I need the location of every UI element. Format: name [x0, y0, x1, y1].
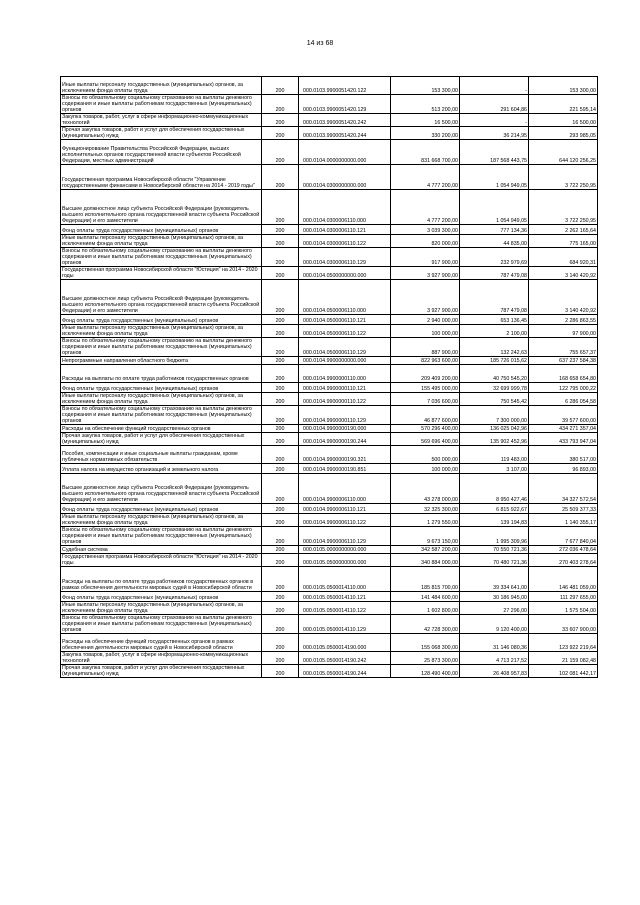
expense-name-cell: Закупка товаров, работ, услуг в сфере информационно-коммуникационных технологий: [61, 652, 262, 665]
approved-amount-cell: 4 777 200,00: [391, 190, 460, 225]
executed-amount-cell: -: [460, 77, 529, 95]
approved-amount-cell: 42 728 300,00: [391, 615, 460, 634]
table-row: [61, 190, 598, 225]
line-code-cell: 200: [262, 225, 299, 235]
executed-amount-cell: 3 107,00: [460, 464, 529, 474]
approved-amount-cell: 570 296 400,00: [391, 425, 460, 433]
executed-amount-cell: 139 194,83: [460, 514, 529, 527]
budget-classification-code-cell: 000.0105.0500014110.121: [299, 592, 391, 602]
approved-amount-cell: 43 278 000,00: [391, 474, 460, 504]
approved-amount-cell: 32 325 300,00: [391, 504, 460, 514]
approved-amount-cell: 185 815 700,00: [391, 567, 460, 592]
unexecuted-amount-cell: 97 900,00: [529, 325, 598, 338]
table-row: [61, 248, 598, 267]
table-row: [61, 425, 598, 433]
approved-amount-cell: 100 000,00: [391, 464, 460, 474]
approved-amount-cell: 831 668 700,00: [391, 140, 460, 165]
approved-amount-cell: 569 696 400,00: [391, 433, 460, 446]
line-code-cell: 200: [262, 190, 299, 225]
line-code-cell: 200: [262, 393, 299, 406]
budget-classification-code-cell: 000.0104.9900006110.122: [299, 514, 391, 527]
unexecuted-amount-cell: 111 297 655,00: [529, 592, 598, 602]
executed-amount-cell: 777 134,36: [460, 225, 529, 235]
expense-name-cell: Государственная программа Новосибирской области "Юстиция" на 2014 - 2020 годы: [61, 267, 262, 280]
expense-name-cell: Взносы по обязательному социальному страхованию на выплаты денежного содержания и иные выплаты работникам государственных (муниципальных) органов: [61, 406, 262, 425]
line-code-cell: 200: [262, 280, 299, 315]
table-row: [61, 652, 598, 665]
table-row: [61, 406, 598, 425]
budget-classification-code-cell: 000.0105.0500000000.000: [299, 554, 391, 567]
unexecuted-amount-cell: 3 140 420,92: [529, 267, 598, 280]
expense-name-cell: Взносы по обязательному социальному страхованию на выплаты денежного содержания и иные выплаты работникам государственных (муниципальных) органов: [61, 338, 262, 357]
expense-name-cell: Взносы по обязательному социальному страхованию на выплаты денежного содержания и иные выплаты работникам государственных (муниципальных) органов: [61, 615, 262, 634]
budget-classification-code-cell: 000.0104.0500000000.000: [299, 267, 391, 280]
executed-amount-cell: 44 835,00: [460, 235, 529, 248]
expense-name-cell: Иные выплаты персоналу государственных (муниципальных) органов, за исключением фонда оплаты труда: [61, 514, 262, 527]
budget-classification-code-cell: 000.0104.9900000190.321: [299, 446, 391, 464]
executed-amount-cell: 6 815 922,67: [460, 504, 529, 514]
expense-name-cell: Государственная программа Новосибирской области "Управление государственными финансами в Новосибирской области на 2014 - 2019 годы": [61, 165, 262, 190]
table-row: [61, 127, 598, 140]
unexecuted-amount-cell: 1 575 504,00: [529, 602, 598, 615]
expense-name-cell: Иные выплаты персоналу государственных (муниципальных) органов, за исключением фонда оплаты труда: [61, 77, 262, 95]
unexecuted-amount-cell: 2 262 165,64: [529, 225, 598, 235]
line-code-cell: 200: [262, 433, 299, 446]
table-row: [61, 383, 598, 393]
table-row: [61, 634, 598, 652]
line-code-cell: 200: [262, 267, 299, 280]
expense-name-cell: Высшее должностное лицо субъекта Российской Федерации (руководитель высшего исполнительного органа государственной власти субъекта Российской Федерации) и его заместители: [61, 190, 262, 225]
budget-classification-code-cell: 000.0104.0500006110.000: [299, 280, 391, 315]
table-row: [61, 665, 598, 678]
budget-classification-code-cell: 000.0104.9900000190.851: [299, 464, 391, 474]
executed-amount-cell: 70 550 721,36: [460, 546, 529, 554]
executed-amount-cell: 653 136,45: [460, 315, 529, 325]
unexecuted-amount-cell: 644 120 256,25: [529, 140, 598, 165]
budget-classification-code-cell: 000.0105.0500014190.242: [299, 652, 391, 665]
approved-amount-cell: 46 877 600,00: [391, 406, 460, 425]
budget-classification-code-cell: 000.0105.0500014110.122: [299, 602, 391, 615]
line-code-cell: 200: [262, 114, 299, 127]
line-code-cell: 200: [262, 165, 299, 190]
unexecuted-amount-cell: 637 237 584,38: [529, 357, 598, 365]
expense-name-cell: Закупка товаров, работ, услуг в сфере информационно-коммуникационных технологий: [61, 114, 262, 127]
line-code-cell: 200: [262, 527, 299, 546]
unexecuted-amount-cell: 272 036 478,64: [529, 546, 598, 554]
table-row: [61, 474, 598, 504]
budget-classification-code-cell: 000.0104.9900000110.129: [299, 406, 391, 425]
executed-amount-cell: 39 334 641,00: [460, 567, 529, 592]
budget-classification-code-cell: 000.0104.9900000110.122: [299, 393, 391, 406]
unexecuted-amount-cell: 34 327 572,54: [529, 474, 598, 504]
executed-amount-cell: 232 979,69: [460, 248, 529, 267]
line-code-cell: 200: [262, 95, 299, 114]
line-code-cell: 200: [262, 338, 299, 357]
expense-name-cell: Государственная программа Новосибирской области "Юстиция" на 2014 - 2020 годы: [61, 554, 262, 567]
executed-amount-cell: 31 146 080,36: [460, 634, 529, 652]
approved-amount-cell: 100 000,00: [391, 325, 460, 338]
executed-amount-cell: 4 713 217,52: [460, 652, 529, 665]
approved-amount-cell: 342 587 200,00: [391, 546, 460, 554]
line-code-cell: 200: [262, 127, 299, 140]
approved-amount-cell: 1 279 550,00: [391, 514, 460, 527]
executed-amount-cell: 291 604,86: [460, 95, 529, 114]
unexecuted-amount-cell: 1 140 355,17: [529, 514, 598, 527]
approved-amount-cell: 4 777 200,00: [391, 165, 460, 190]
line-code-cell: 200: [262, 365, 299, 383]
executed-amount-cell: 187 568 443,75: [460, 140, 529, 165]
unexecuted-amount-cell: 433 793 947,04: [529, 433, 598, 446]
unexecuted-amount-cell: 122 795 000,22: [529, 383, 598, 393]
table-row: [61, 338, 598, 357]
unexecuted-amount-cell: 434 271 357,04: [529, 425, 598, 433]
line-code-cell: 200: [262, 464, 299, 474]
executed-amount-cell: 750 545,42: [460, 393, 529, 406]
approved-amount-cell: 513 200,00: [391, 95, 460, 114]
budget-classification-code-cell: 000.0104.9900006110.000: [299, 474, 391, 504]
executed-amount-cell: 787 479,08: [460, 280, 529, 315]
line-code-cell: 200: [262, 77, 299, 95]
table-row: [61, 464, 598, 474]
table-row: [61, 77, 598, 95]
table-row: [61, 393, 598, 406]
table-row: [61, 95, 598, 114]
unexecuted-amount-cell: 153 300,00: [529, 77, 598, 95]
line-code-cell: 200: [262, 504, 299, 514]
expense-name-cell: Иные выплаты персоналу государственных (муниципальных) органов, за исключением фонда оплаты труда: [61, 602, 262, 615]
unexecuted-amount-cell: 146 481 059,00: [529, 567, 598, 592]
approved-amount-cell: 153 300,00: [391, 77, 460, 95]
budget-classification-code-cell: 000.0104.0300000000.000: [299, 165, 391, 190]
table-body: [61, 77, 598, 678]
line-code-cell: 200: [262, 140, 299, 165]
approved-amount-cell: 209 409 200,00: [391, 365, 460, 383]
expense-name-cell: Фонд оплаты труда государственных (муниципальных) органов: [61, 504, 262, 514]
approved-amount-cell: 3 039 300,00: [391, 225, 460, 235]
line-code-cell: 200: [262, 425, 299, 433]
unexecuted-amount-cell: 3 140 420,92: [529, 280, 598, 315]
executed-amount-cell: 40 750 545,20: [460, 365, 529, 383]
unexecuted-amount-cell: 96 893,00: [529, 464, 598, 474]
expense-name-cell: Иные выплаты персоналу государственных (муниципальных) органов, за исключением фонда оплаты труда: [61, 393, 262, 406]
unexecuted-amount-cell: 775 165,00: [529, 235, 598, 248]
approved-amount-cell: 155 495 000,00: [391, 383, 460, 393]
expense-name-cell: Взносы по обязательному социальному страхованию на выплаты денежного содержания и иные выплаты работникам государственных (муниципальных) органов: [61, 95, 262, 114]
unexecuted-amount-cell: 684 920,31: [529, 248, 598, 267]
table-row: [61, 357, 598, 365]
approved-amount-cell: 155 068 300,00: [391, 634, 460, 652]
table-row: [61, 504, 598, 514]
budget-classification-code-cell: 000.0104.0300006110.122: [299, 235, 391, 248]
budget-classification-code-cell: 000.0104.0300006110.000: [299, 190, 391, 225]
table-row: [61, 315, 598, 325]
table-row: [61, 114, 598, 127]
approved-amount-cell: 917 900,00: [391, 248, 460, 267]
budget-classification-code-cell: 000.0104.9900006110.121: [299, 504, 391, 514]
budget-classification-code-cell: 000.0105.0500014190.000: [299, 634, 391, 652]
unexecuted-amount-cell: 755 657,37: [529, 338, 598, 357]
approved-amount-cell: 16 500,00: [391, 114, 460, 127]
expense-name-cell: Высшее должностное лицо субъекта Российской Федерации (руководитель высшего исполнительного органа государственной власти субъекта Российской Федерации) и его заместители: [61, 474, 262, 504]
line-code-cell: 200: [262, 652, 299, 665]
budget-classification-code-cell: 000.0104.0500006110.121: [299, 315, 391, 325]
executed-amount-cell: 1 054 949,05: [460, 165, 529, 190]
expense-name-cell: Фонд оплаты труда государственных (муниципальных) органов: [61, 225, 262, 235]
expense-name-cell: Расходы на обеспечение функций государственных органов в рамках обеспечения деятельности мировых судей в Новосибирской области: [61, 634, 262, 652]
unexecuted-amount-cell: 3 722 250,95: [529, 190, 598, 225]
expense-name-cell: Прочая закупка товаров, работ и услуг для обеспечения государственных (муниципальных) нужд: [61, 433, 262, 446]
table-row: [61, 554, 598, 567]
budget-classification-code-cell: 000.0104.0300006110.121: [299, 225, 391, 235]
expense-name-cell: Непрограммные направления областного бюджета: [61, 357, 262, 365]
table-row: [61, 365, 598, 383]
executed-amount-cell: 185 726 015,62: [460, 357, 529, 365]
budget-classification-code-cell: 000.0104.0500006110.122: [299, 325, 391, 338]
line-code-cell: 200: [262, 325, 299, 338]
expense-name-cell: Иные выплаты персоналу государственных (муниципальных) органов, за исключением фонда оплаты труда: [61, 325, 262, 338]
line-code-cell: 200: [262, 546, 299, 554]
approved-amount-cell: 330 200,00: [391, 127, 460, 140]
table-row: [61, 615, 598, 634]
unexecuted-amount-cell: 3 722 250,95: [529, 165, 598, 190]
approved-amount-cell: 3 927 900,00: [391, 280, 460, 315]
budget-classification-code-cell: 000.0103.9900051420.244: [299, 127, 391, 140]
expense-name-cell: Фонд оплаты труда государственных (муниципальных) органов: [61, 592, 262, 602]
executed-amount-cell: 30 186 945,00: [460, 592, 529, 602]
line-code-cell: 200: [262, 567, 299, 592]
line-code-cell: 200: [262, 634, 299, 652]
budget-classification-code-cell: 000.0104.9900000190.000: [299, 425, 391, 433]
approved-amount-cell: 820 000,00: [391, 235, 460, 248]
budget-classification-code-cell: 000.0104.9900000110.000: [299, 365, 391, 383]
budget-classification-code-cell: 000.0103.9900051420.122: [299, 77, 391, 95]
budget-classification-code-cell: 000.0103.9900051420.242: [299, 114, 391, 127]
approved-amount-cell: 340 884 000,00: [391, 554, 460, 567]
approved-amount-cell: 7 036 600,00: [391, 393, 460, 406]
budget-classification-code-cell: 000.0104.0000000000.000: [299, 140, 391, 165]
table-row: [61, 280, 598, 315]
approved-amount-cell: 128 490 400,00: [391, 665, 460, 678]
expense-name-cell: Расходы на выплаты по оплате труда работников государственных органов: [61, 365, 262, 383]
table-row: [61, 267, 598, 280]
approved-amount-cell: 500 000,00: [391, 446, 460, 464]
executed-amount-cell: 119 483,00: [460, 446, 529, 464]
executed-amount-cell: 787 479,08: [460, 267, 529, 280]
executed-amount-cell: 1 995 309,96: [460, 527, 529, 546]
table-row: [61, 592, 598, 602]
executed-amount-cell: 36 214,95: [460, 127, 529, 140]
budget-execution-table: [60, 76, 598, 678]
approved-amount-cell: 3 927 900,00: [391, 267, 460, 280]
unexecuted-amount-cell: 16 500,00: [529, 114, 598, 127]
unexecuted-amount-cell: 102 081 442,17: [529, 665, 598, 678]
budget-classification-code-cell: 000.0105.0500014190.244: [299, 665, 391, 678]
expense-name-cell: Высшее должностное лицо субъекта Российской Федерации (руководитель высшего исполнительного органа государственной власти субъекта Российской Федерации) и его заместители: [61, 280, 262, 315]
executed-amount-cell: 8 950 427,46: [460, 474, 529, 504]
line-code-cell: 200: [262, 665, 299, 678]
expense-name-cell: Пособия, компенсации и иные социальные выплаты гражданам, кроме публичных нормативных обязательств: [61, 446, 262, 464]
unexecuted-amount-cell: 221 595,14: [529, 95, 598, 114]
table-row: [61, 165, 598, 190]
expense-name-cell: Уплата налога на имущество организаций и земельного налога: [61, 464, 262, 474]
executed-amount-cell: 27 296,00: [460, 602, 529, 615]
line-code-cell: 200: [262, 514, 299, 527]
budget-classification-code-cell: 000.0104.9900006110.129: [299, 527, 391, 546]
expense-name-cell: Расходы на выплаты по оплате труда работников государственных органов в рамках обеспечения деятельности мировых судей в Новосибирской области: [61, 567, 262, 592]
unexecuted-amount-cell: 2 286 863,55: [529, 315, 598, 325]
line-code-cell: 200: [262, 383, 299, 393]
line-code-cell: 200: [262, 474, 299, 504]
budget-classification-code-cell: 000.0104.9900000190.244: [299, 433, 391, 446]
line-code-cell: 200: [262, 592, 299, 602]
line-code-cell: 200: [262, 357, 299, 365]
expense-name-cell: Прочая закупка товаров, работ и услуг для обеспечения государственных (муниципальных) нужд: [61, 127, 262, 140]
executed-amount-cell: 9 120 400,00: [460, 615, 529, 634]
table-row: [61, 546, 598, 554]
line-code-cell: 200: [262, 446, 299, 464]
budget-classification-code-cell: 000.0104.9900000000.000: [299, 357, 391, 365]
budget-classification-code-cell: 000.0105.0500014110.129: [299, 615, 391, 634]
expense-name-cell: Фонд оплаты труда государственных (муниципальных) органов: [61, 315, 262, 325]
table-row: [61, 527, 598, 546]
expense-name-cell: Функционирование Правительства Российской Федерации, высших исполнительных органов государственной власти субъектов Российской Федерации, местных администраций: [61, 140, 262, 165]
table-row: [61, 325, 598, 338]
executed-amount-cell: -: [460, 114, 529, 127]
unexecuted-amount-cell: 293 985,05: [529, 127, 598, 140]
expense-name-cell: Взносы по обязательному социальному страхованию на выплаты денежного содержания и иные выплаты работникам государственных (муниципальных) органов: [61, 248, 262, 267]
table-row: [61, 602, 598, 615]
executed-amount-cell: 2 100,00: [460, 325, 529, 338]
unexecuted-amount-cell: 21 159 082,48: [529, 652, 598, 665]
expense-name-cell: Расходы на обеспечение функций государственных органов: [61, 425, 262, 433]
expense-name-cell: Взносы по обязательному социальному страхованию на выплаты денежного содержания и иные выплаты работникам государственных (муниципальных) органов: [61, 527, 262, 546]
table-row: [61, 225, 598, 235]
line-code-cell: 200: [262, 602, 299, 615]
executed-amount-cell: 132 242,63: [460, 338, 529, 357]
budget-classification-code-cell: 000.0105.0000000000.000: [299, 546, 391, 554]
expense-name-cell: Судебная система: [61, 546, 262, 554]
expense-name-cell: Иные выплаты персоналу государственных (муниципальных) органов, за исключением фонда оплаты труда: [61, 235, 262, 248]
expense-name-cell: Фонд оплаты труда государственных (муниципальных) органов: [61, 383, 262, 393]
unexecuted-amount-cell: 7 677 840,04: [529, 527, 598, 546]
expense-name-cell: Прочая закупка товаров, работ и услуг для обеспечения государственных (муниципальных) нужд: [61, 665, 262, 678]
line-code-cell: 200: [262, 235, 299, 248]
line-code-cell: 200: [262, 554, 299, 567]
line-code-cell: 200: [262, 315, 299, 325]
unexecuted-amount-cell: 270 403 278,64: [529, 554, 598, 567]
approved-amount-cell: 2 940 000,00: [391, 315, 460, 325]
table-row: [61, 235, 598, 248]
executed-amount-cell: 26 408 957,83: [460, 665, 529, 678]
executed-amount-cell: 32 699 999,78: [460, 383, 529, 393]
table-row: [61, 433, 598, 446]
approved-amount-cell: 1 602 800,00: [391, 602, 460, 615]
budget-classification-code-cell: 000.0104.9900000110.121: [299, 383, 391, 393]
approved-amount-cell: 9 673 150,00: [391, 527, 460, 546]
line-code-cell: 200: [262, 406, 299, 425]
approved-amount-cell: 25 873 300,00: [391, 652, 460, 665]
unexecuted-amount-cell: 380 517,00: [529, 446, 598, 464]
unexecuted-amount-cell: 6 286 054,58: [529, 393, 598, 406]
executed-amount-cell: 70 480 721,36: [460, 554, 529, 567]
budget-classification-code-cell: 000.0105.0500014110.000: [299, 567, 391, 592]
executed-amount-cell: 136 025 042,96: [460, 425, 529, 433]
unexecuted-amount-cell: 168 658 654,80: [529, 365, 598, 383]
approved-amount-cell: 141 484 600,00: [391, 592, 460, 602]
approved-amount-cell: 822 963 600,00: [391, 357, 460, 365]
table-row: [61, 567, 598, 592]
page-number: 14 из 68: [306, 40, 334, 47]
budget-classification-code-cell: 000.0104.0500006110.129: [299, 338, 391, 357]
executed-amount-cell: 1 054 949,05: [460, 190, 529, 225]
unexecuted-amount-cell: 25 509 377,33: [529, 504, 598, 514]
unexecuted-amount-cell: 123 922 219,64: [529, 634, 598, 652]
budget-classification-code-cell: 000.0103.9900051420.129: [299, 95, 391, 114]
executed-amount-cell: 7 300 000,00: [460, 406, 529, 425]
unexecuted-amount-cell: 39 577 600,00: [529, 406, 598, 425]
executed-amount-cell: 135 902 452,96: [460, 433, 529, 446]
table-row: [61, 514, 598, 527]
table-row: [61, 140, 598, 165]
approved-amount-cell: 887 900,00: [391, 338, 460, 357]
line-code-cell: 200: [262, 615, 299, 634]
line-code-cell: 200: [262, 248, 299, 267]
unexecuted-amount-cell: 33 607 900,00: [529, 615, 598, 634]
budget-classification-code-cell: 000.0104.0300006110.129: [299, 248, 391, 267]
table-row: [61, 446, 598, 464]
